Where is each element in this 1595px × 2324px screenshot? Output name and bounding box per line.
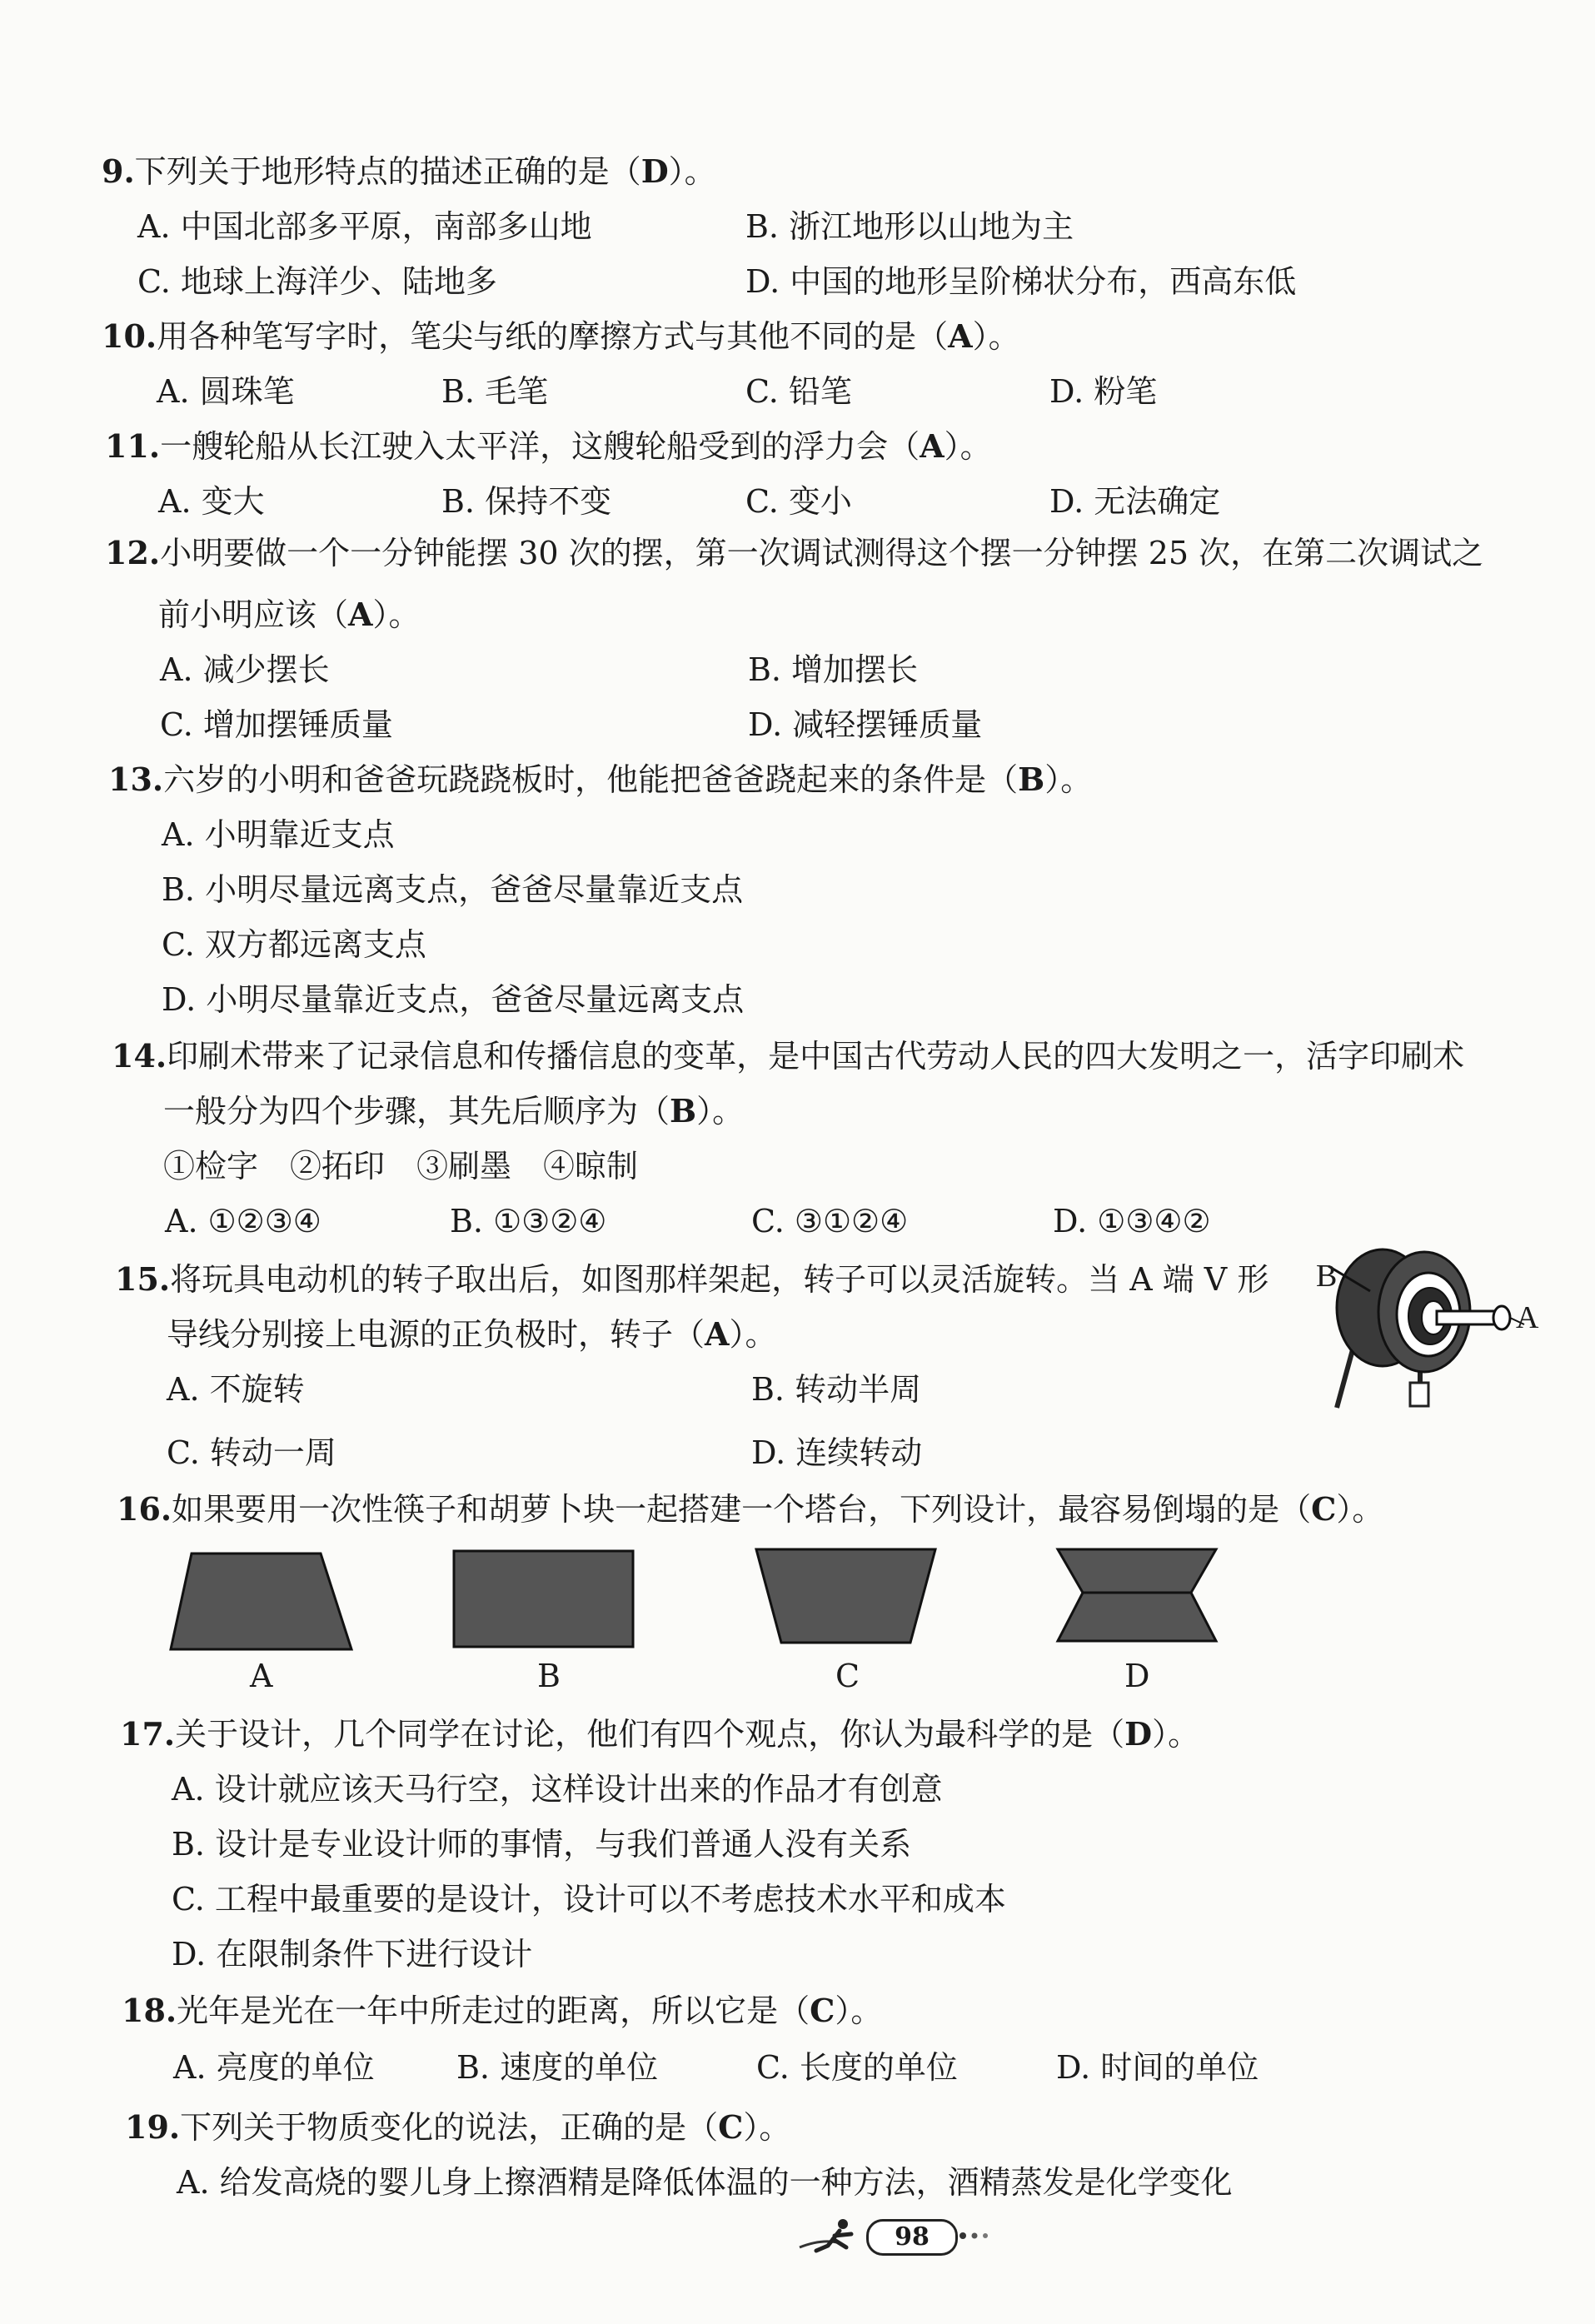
page-footer — [783, 2207, 999, 2266]
shape-b — [454, 1551, 633, 1647]
option-c: C. 双方都远离支点 — [162, 926, 426, 963]
question-17: 17.关于设计，几个同学在讨论，他们有四个观点，你认为最科学的是（D）。 — [120, 1715, 1200, 1753]
options-row — [0, 200, 1595, 253]
question-19: 19.下列关于物质变化的说法，正确的是（C）。 — [125, 2108, 791, 2146]
option-d: D. 无法确定 — [1049, 483, 1221, 520]
option-b: B. 设计是专业设计师的事情，与我们普通人没有关系 — [172, 1826, 912, 1863]
figure-label-b: B — [1316, 1259, 1338, 1294]
print-steps: ①检字 ②拓印 ③刷墨 ④晾制 — [163, 1148, 639, 1184]
option-d: D. 时间的单位 — [1056, 2049, 1259, 2086]
question-12: 12.小明要做一个一分钟能摆 30 次的摆，第一次调试测得这个摆一分钟摆 25 次，在第二次调试之 — [105, 534, 1484, 571]
answer: A — [948, 317, 973, 355]
motor-rotor-figure — [1312, 1241, 1537, 1416]
answer: D — [1124, 1715, 1153, 1753]
option-a: A. 小明靠近支点 — [162, 816, 395, 853]
option-a: A. 设计就应该天马行空，这样设计出来的作品才有创意 — [172, 1771, 943, 1808]
answer: D — [640, 152, 669, 190]
shape-label-a: A — [250, 1658, 273, 1694]
options-row — [0, 1426, 1316, 1479]
options-row — [0, 255, 1595, 308]
answer: C — [810, 1992, 835, 2029]
option-c: C. 转动一周 — [167, 1434, 336, 1471]
answer: B — [1018, 761, 1045, 798]
answer: C — [1311, 1490, 1337, 1528]
options-row — [0, 643, 1595, 696]
shape-a — [171, 1553, 351, 1649]
option-d: D. 粉笔 — [1049, 373, 1158, 410]
option-d: D. 小明尽量靠近支点，爸爸尽量远离支点 — [162, 981, 745, 1018]
question-9: 9.下列关于地形特点的描述正确的是（D）。 — [102, 152, 716, 190]
answer: C — [718, 2108, 744, 2146]
answer: A — [705, 1315, 730, 1353]
question-15: 15.将玩具电动机的转子取出后，如图那样架起，转子可以灵活旋转。当 A 端 V 形 — [115, 1260, 1269, 1298]
shape-c — [756, 1549, 935, 1643]
dots-icon — [958, 2231, 999, 2241]
option-a: A. 亮度的单位 — [173, 2049, 375, 2086]
options-row — [0, 1363, 1316, 1416]
shape-label-d: D — [1124, 1658, 1150, 1694]
page-number: 98 — [866, 2219, 958, 2256]
question-14: 14.印刷术带来了记录信息和传播信息的变革，是中国古代劳动人民的四大发明之一，活字印刷术 — [112, 1037, 1465, 1075]
option-b: B. 增加摆长 — [748, 651, 919, 688]
question-10: 10.用各种笔写字时，笔尖与纸的摩擦方式与其他不同的是（A）。 — [102, 317, 1020, 355]
question-16: 16.如果要用一次性筷子和胡萝卜块一起搭建一个塔台，下列设计，最容易倒塌的是（C）。 — [117, 1490, 1384, 1528]
tower-designs — [158, 1541, 1241, 1666]
question-13: 13.六岁的小明和爸爸玩跷跷板时，他能把爸爸跷起来的条件是（B）。 — [108, 761, 1093, 798]
shape-d — [1058, 1549, 1216, 1641]
options-row — [0, 698, 1595, 751]
option-c: C. 变小 — [745, 483, 852, 520]
option-d: D. 连续转动 — [751, 1434, 923, 1471]
question-12-line2: 前小明应该（A）。 — [158, 596, 421, 633]
option-d: D. 中国的地形呈阶梯状分布，西高东低 — [745, 263, 1297, 300]
option-b: B. 转动半周 — [751, 1371, 922, 1408]
option-a: A. 不旋转 — [167, 1371, 305, 1408]
option-a: A. 中国北部多平原，南部多山地 — [137, 208, 592, 245]
option-c: C. 铅笔 — [745, 373, 852, 410]
runner-icon — [791, 2214, 866, 2261]
options-row — [0, 2041, 1595, 2094]
option-a: A. 给发高烧的婴儿身上擦酒精是降低体温的一种方法，酒精蒸发是化学变化 — [177, 2164, 1233, 2201]
option-c: C. 长度的单位 — [756, 2049, 958, 2086]
question-11: 11.一艘轮船从长江驶入太平洋，这艘轮船受到的浮力会（A）。 — [105, 427, 992, 465]
option-b: B. 速度的单位 — [456, 2049, 659, 2086]
option-b: B. 保持不变 — [441, 483, 612, 520]
option-c: C. ③①②④ — [751, 1203, 909, 1239]
option-b: B. ①③②④ — [450, 1203, 607, 1239]
shape-label-b: B — [537, 1658, 561, 1694]
option-b: B. 毛笔 — [441, 373, 549, 410]
option-a: A. 圆珠笔 — [157, 373, 295, 410]
option-a: A. ①②③④ — [165, 1203, 321, 1239]
answer: B — [670, 1092, 697, 1130]
option-b: B. 浙江地形以山地为主 — [745, 208, 1074, 245]
answer: A — [348, 596, 373, 633]
shape-label-c: C — [835, 1658, 860, 1694]
option-d: D. ①③④② — [1053, 1203, 1211, 1239]
options-row — [0, 1194, 1595, 1248]
option-b: B. 小明尽量远离支点，爸爸尽量靠近支点 — [162, 871, 744, 908]
question-15-line2: 导线分别接上电源的正负极时，转子（A）。 — [167, 1315, 777, 1353]
question-14-line2: 一般分为四个步骤，其先后顺序为（B）。 — [163, 1092, 745, 1130]
option-c: C. 增加摆锤质量 — [160, 706, 393, 743]
figure-label-a: A — [1516, 1300, 1539, 1335]
options-row — [0, 475, 1595, 528]
option-d: D. 在限制条件下进行设计 — [172, 1936, 533, 1972]
option-c: C. 地球上海洋少、陆地多 — [137, 263, 497, 300]
options-row — [0, 365, 1595, 418]
option-a: A. 变大 — [158, 483, 265, 520]
option-a: A. 减少摆长 — [160, 651, 330, 688]
option-d: D. 减轻摆锤质量 — [748, 706, 983, 743]
answer: A — [920, 427, 945, 465]
shape-labels — [0, 1649, 1595, 1703]
question-18: 18.光年是光在一年中所走过的距离，所以它是（C）。 — [122, 1992, 883, 2029]
option-c: C. 工程中最重要的是设计，设计可以不考虑技术水平和成本 — [172, 1881, 1006, 1918]
